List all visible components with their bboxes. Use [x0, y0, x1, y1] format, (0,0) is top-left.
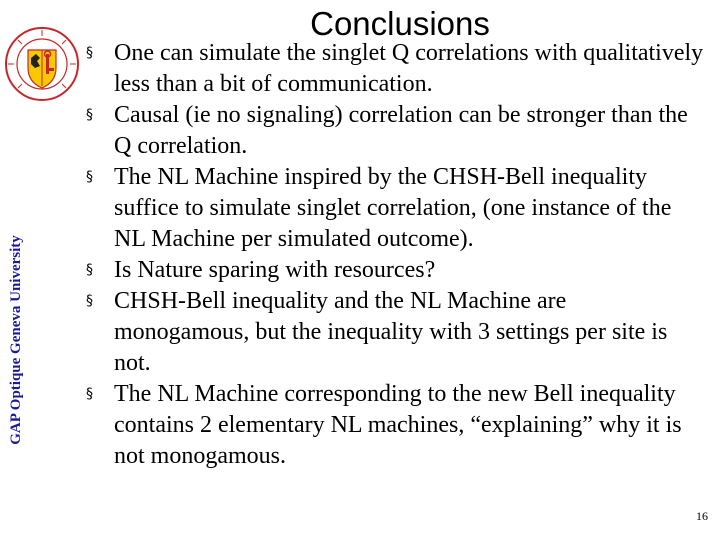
bullet-marker: § [86, 169, 93, 185]
bullet-item [86, 286, 706, 379]
bullet-text: One can simulate the singlet Q correlations with qualitatively less than a bit of communication. [114, 40, 704, 97]
bullet-text: Is Nature sparing with resources? [114, 257, 436, 283]
page-number: 16 [696, 509, 708, 523]
bullet-item [86, 162, 706, 255]
university-seal-icon [4, 26, 80, 102]
bullet-item [86, 255, 706, 286]
side-label: GAP Optique Geneva University [8, 235, 24, 445]
bullet-item [86, 379, 706, 472]
bullet-marker: § [86, 293, 93, 309]
slide-title: Conclusions [310, 5, 490, 42]
bullet-text: CHSH-Bell inequality and the NL Machine are monogamous, but the inequality with 3 settings per site is not. [114, 288, 668, 376]
bullet-marker: § [86, 386, 93, 402]
bullet-item [86, 100, 706, 162]
bullet-text: The NL Machine inspired by the CHSH-Bell inequality suffice to simulate singlet correlation, (one instance of the NL Machine per simulated outcome). [114, 164, 672, 252]
bullet-item [86, 38, 706, 100]
bullet-text: The NL Machine corresponding to the new Bell inequality contains 2 elementary NL machines, “explaining” why it is not monogamous. [114, 381, 682, 469]
bullet-text: Causal (ie no signaling) correlation can be stronger than the Q correlation. [114, 102, 688, 159]
bullet-marker: § [86, 107, 93, 123]
bullet-marker: § [86, 262, 93, 278]
bullet-marker: § [86, 45, 93, 61]
bullet-list [86, 38, 706, 472]
